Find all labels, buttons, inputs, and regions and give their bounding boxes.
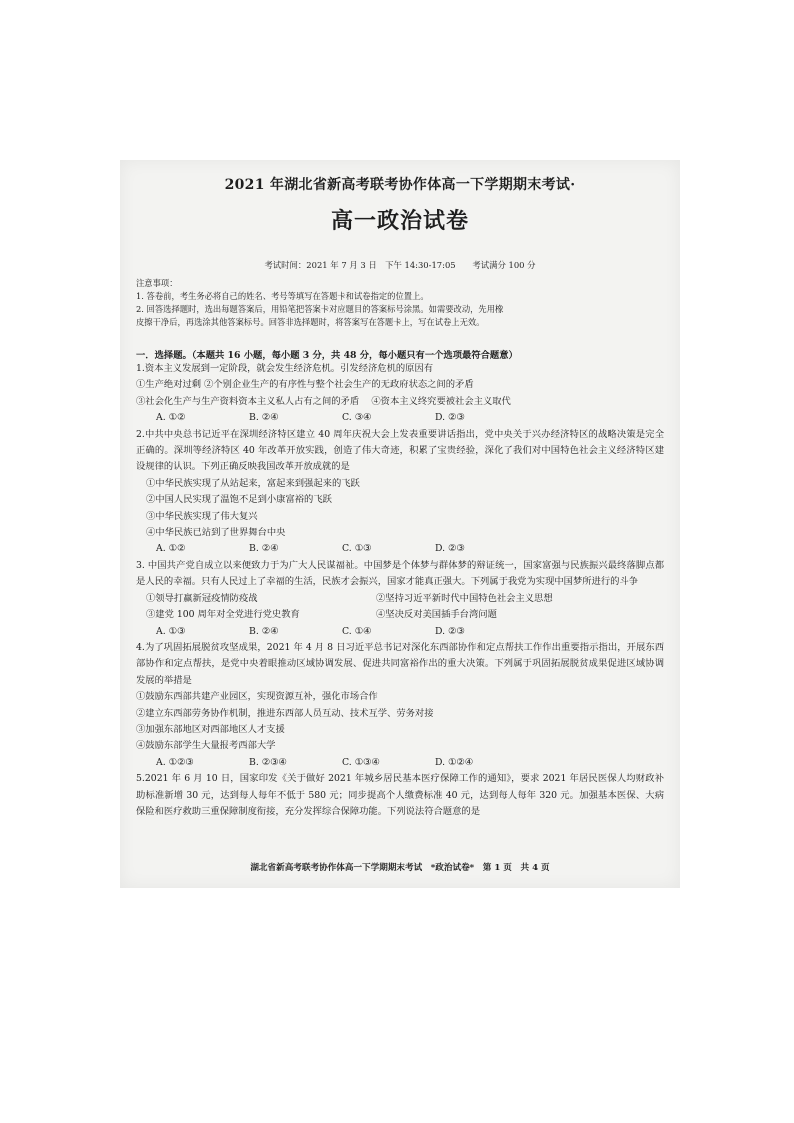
page-footer: 湖北省新高考联考协作体高一下学期期末考试 *政治试卷* 第 1 页 共 4 页 (250, 863, 550, 873)
question-option: ①生产绝对过剩 ②个别企业生产的有序性与整个社会生产的无政府状态之间的矛盾 (136, 379, 474, 391)
question-option: ②坚持习近平新时代中国特色社会主义思想 (376, 592, 553, 604)
answer-choices (136, 541, 664, 557)
answer-c: C. ③④ (342, 412, 372, 424)
question-stem: 3. 中国共产党自成立以来便致力于为广大人民谋福祉。中国梦是个体梦与群体梦的辩证统一，国家富强与民族振兴最终落脚点都是人民的幸福。只有人民过上了幸福的生活，民族才会振兴，国家才能真正强大。下列属于我党为实现中国梦所进行的斗争 (136, 559, 664, 588)
answer-b: B. ②④ (249, 543, 279, 555)
question-option: ①领导打赢新冠疫情防疫战 (146, 592, 258, 604)
exam-document (136, 168, 664, 820)
exam-title: 2021 年湖北省新高考联考协作体高一下学期期末考试· (224, 177, 576, 193)
answer-a: A. ①② (156, 412, 186, 424)
question-stem: 2.中共中央总书记近平在深圳经济特区建立 40 周年庆祝大会上发表重要讲话指出，党中央关于兴办经济特区的战略决策是完全正确的。深圳等经济特区 40 年改革开放实践，创造了伟大奇迹，积累了宝贵经验，深化了我们对中国特色社会主义经济特区建设规律的认识。下列正确反映我国改革开放成就的是 (136, 428, 664, 473)
answer-c: C. ①④ (342, 625, 372, 637)
answer-b: B. ②③④ (249, 756, 287, 768)
answer-a: A. ①② (156, 543, 186, 555)
notice-item: 1. 答卷前，考生务必将自己的姓名、考号等填写在答题卡和试卷指定的位置上。 (136, 291, 429, 301)
answer-b: B. ②④ (249, 625, 279, 637)
answer-b: B. ②④ (249, 412, 279, 424)
question-option: ③社会化生产与生产资料资本主义私人占有之间的矛盾 ④资本主义终究要被社会主义取代 (136, 395, 511, 407)
answer-a: A. ①③ (156, 625, 186, 637)
question-option: ③加强东部地区对西部地区人才支援 (136, 723, 285, 735)
answer-d: D. ②③ (435, 412, 465, 424)
answer-d: D. ①②④ (435, 756, 474, 768)
question-stem: 4.为了巩固拓展脱贫攻坚成果，2021 年 4 月 8 日习近平总书记对深化东西部协作和定点帮扶工作作出重要指示指出，开展东西部协作和定点帮扶，是党中央着眼推动区域协调发展、促进共同富裕作出的重大决策。下列属于巩固拓展脱贫成果促进区域协调发展的举措是 (136, 641, 664, 686)
answer-d: D. ②③ (435, 543, 465, 555)
question-stem: 5.2021 年 6 月 10 日，国家印发《关于做好 2021 年城乡居民基本医疗保障工作的通知》，要求 2021 年居民医保人均财政补助标准新增 30 元，达到每人每年不低于 580 元；同步提高个人缴费标准 40 元，达到每人每年 320 元。加强基本医保、大病保险和医疗救助三重保障制度衔接，充分发挥综合保障功能。下列说法符合题意的是 (136, 773, 664, 817)
answer-c: C. ①③④ (342, 756, 380, 768)
option-row (136, 591, 664, 607)
notice-block (136, 277, 664, 329)
answer-a: A. ①②③ (156, 756, 194, 768)
question-option: ③建党 100 周年对全党进行党史教育 (146, 609, 300, 621)
exam-subtitle: 高一政治试卷 (330, 208, 469, 234)
section-heading: 一．选择题。（本题共 16 小题，每小题 3 分，共 48 分，每小题只有一个选项最符合题意） (136, 350, 518, 361)
answer-choices (136, 624, 664, 640)
question-option: ④鼓励东部学生大量报考西部大学 (136, 740, 276, 752)
notice-item: 皮擦干净后，再选涂其他答案标号。回答非选择题时，将答案写在答题卡上，写在试卷上无效。 (136, 317, 485, 327)
question-3 (136, 558, 664, 640)
notice-heading: 注意事项： (136, 278, 178, 288)
question-5 (136, 771, 664, 820)
question-option: ③中华民族实现了伟大复兴 (146, 510, 258, 522)
question-option: ①中华民族实现了从站起来，富起来到强起来的飞跃 (146, 477, 360, 489)
answer-choices (136, 410, 664, 426)
question-2 (136, 427, 664, 558)
question-option: ②建立东西部劳务协作机制，推进东西部人员互动、技术互学、劳务对接 (136, 707, 434, 719)
exam-meta: 考试时间：2021 年 7 月 3 日 下午 14:30-17:05 考试满分 100 分 (264, 260, 536, 270)
question-1 (136, 361, 664, 427)
option-row (136, 607, 664, 623)
question-option: ②中国人民实现了温饱不足到小康富裕的飞跃 (146, 494, 332, 506)
question-option: ①鼓励东西部共建产业园区，实现资源互补，强化市场合作 (136, 691, 378, 703)
question-4 (136, 640, 664, 771)
answer-c: C. ①③ (342, 543, 372, 555)
answer-choices (136, 755, 664, 771)
notice-item: 2. 回答选择题时，选出每题答案后，用铅笔把答案卡对应题目的答案标号涂黑。如需要改动，先用橡 (136, 304, 504, 314)
question-option: ④中华民族已站到了世界舞台中央 (146, 527, 286, 539)
question-stem: 1.资本主义发展到一定阶段，就会发生经济危机。引发经济危机的原因有 (136, 363, 434, 374)
answer-d: D. ②③ (435, 625, 465, 637)
question-option: ④坚决反对美国插手台湾问题 (376, 609, 497, 621)
